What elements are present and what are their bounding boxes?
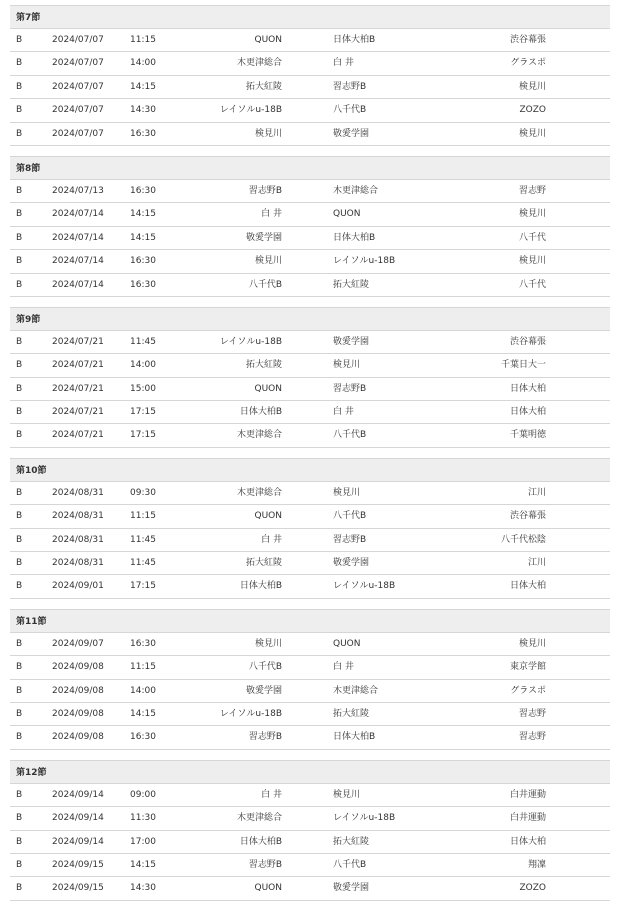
home-team-cell: 日体大柏B	[239, 836, 282, 847]
away-team-cell: 八千代B	[333, 511, 367, 522]
venue-cell: グラスポ	[510, 58, 546, 69]
venue-cell: ZOZO	[519, 883, 546, 894]
division-cell: B	[16, 336, 23, 347]
away-team-cell: レイソルu-18B	[333, 813, 396, 824]
date-cell: 2024/08/31	[52, 487, 104, 498]
time-cell: 14:30	[130, 105, 156, 116]
division-cell: B	[16, 407, 23, 418]
away-team-cell: 習志野B	[333, 81, 367, 92]
away-team-cell: 検見川	[333, 360, 361, 371]
division-cell: B	[16, 430, 23, 441]
match-row	[10, 726, 610, 749]
round-title: 第11節	[10, 609, 610, 633]
venue-cell: 日体大柏	[509, 407, 546, 418]
division-cell: B	[16, 360, 23, 371]
venue-cell: 千葉明徳	[509, 430, 546, 441]
time-cell: 16:30	[130, 279, 156, 290]
venue-cell: グラスポ	[510, 685, 546, 696]
away-team-cell: 拓大紅陵	[333, 708, 370, 719]
home-team-cell: 木更津総合	[236, 430, 282, 441]
away-team-cell: 拓大紅陵	[333, 836, 370, 847]
venue-cell: 白井運動	[509, 789, 546, 800]
date-cell: 2024/07/07	[52, 105, 104, 116]
home-team-cell: 白 井	[261, 209, 282, 220]
time-cell: 17:15	[130, 407, 156, 418]
division-cell: B	[16, 558, 23, 569]
match-row	[10, 784, 610, 807]
division-cell: B	[16, 789, 23, 800]
division-cell: B	[16, 534, 23, 545]
match-row	[10, 29, 610, 52]
away-team-cell: QUON	[333, 638, 361, 649]
date-cell: 2024/08/31	[52, 534, 104, 545]
home-team-cell: レイソルu-18B	[219, 336, 282, 347]
away-team-cell: QUON	[333, 209, 361, 220]
home-team-cell: 習志野B	[248, 732, 282, 743]
division-cell: B	[16, 383, 23, 394]
home-team-cell: 拓大紅陵	[245, 81, 282, 92]
away-team-cell: 白 井	[333, 662, 354, 673]
match-row	[10, 854, 610, 877]
away-team-cell: 白 井	[333, 58, 354, 69]
venue-cell: 八千代松陰	[500, 534, 546, 545]
match-row	[10, 831, 610, 854]
home-team-cell: 検見川	[254, 256, 282, 267]
away-team-cell: 八千代B	[333, 859, 367, 870]
venue-cell: 検見川	[518, 128, 546, 139]
time-cell: 14:30	[130, 883, 156, 894]
match-row	[10, 99, 610, 122]
round-section	[10, 5, 610, 146]
away-team-cell: 検見川	[333, 487, 361, 498]
match-row	[10, 52, 610, 75]
home-team-cell: 木更津総合	[236, 487, 282, 498]
time-cell: 11:30	[130, 813, 156, 824]
match-row	[10, 401, 610, 424]
date-cell: 2024/07/21	[52, 383, 104, 394]
time-cell: 11:15	[130, 511, 156, 522]
away-team-cell: 習志野B	[333, 383, 367, 394]
division-cell: B	[16, 836, 23, 847]
away-team-cell: レイソルu-18B	[333, 581, 396, 592]
home-team-cell: 検見川	[254, 638, 282, 649]
away-team-cell: 白 井	[333, 407, 354, 418]
away-team-cell: 習志野B	[333, 534, 367, 545]
away-team-cell: 敬愛学園	[333, 883, 370, 894]
division-cell: B	[16, 232, 23, 243]
home-team-cell: 木更津総合	[236, 813, 282, 824]
division-cell: B	[16, 638, 23, 649]
away-team-cell: 日体大柏B	[333, 732, 376, 743]
date-cell: 2024/07/14	[52, 256, 104, 267]
time-cell: 09:30	[130, 487, 156, 498]
match-row	[10, 656, 610, 679]
division-cell: B	[16, 511, 23, 522]
division-cell: B	[16, 35, 23, 45]
date-cell: 2024/07/21	[52, 407, 104, 418]
date-cell: 2024/07/14	[52, 279, 104, 290]
division-cell: B	[16, 487, 23, 498]
match-row	[10, 227, 610, 250]
venue-cell: 八千代	[518, 232, 546, 243]
division-cell: B	[16, 685, 23, 696]
division-cell: B	[16, 105, 23, 116]
home-team-cell: レイソルu-18B	[219, 105, 282, 116]
away-team-cell: 検見川	[333, 789, 361, 800]
time-cell: 14:15	[130, 232, 156, 243]
date-cell: 2024/09/14	[52, 836, 104, 847]
home-team-cell: 白 井	[261, 534, 282, 545]
time-cell: 14:00	[130, 58, 156, 69]
time-cell: 17:15	[130, 581, 156, 592]
round-title: 第12節	[10, 760, 610, 784]
time-cell: 14:15	[130, 859, 156, 870]
home-team-cell: 八千代B	[248, 662, 282, 673]
round-title: 第10節	[10, 458, 610, 482]
date-cell: 2024/09/01	[52, 581, 104, 592]
date-cell: 2024/07/07	[52, 35, 104, 45]
home-team-cell: 習志野B	[248, 185, 282, 196]
match-row	[10, 552, 610, 575]
division-cell: B	[16, 662, 23, 673]
date-cell: 2024/07/14	[52, 209, 104, 220]
date-cell: 2024/09/07	[52, 638, 104, 649]
match-row	[10, 331, 610, 354]
away-team-cell: 敬愛学園	[333, 128, 370, 139]
home-team-cell: 敬愛学園	[245, 685, 282, 696]
match-row	[10, 203, 610, 226]
match-row	[10, 378, 610, 401]
away-team-cell: 敬愛学園	[333, 558, 370, 569]
match-row	[10, 180, 610, 203]
date-cell: 2024/07/14	[52, 232, 104, 243]
venue-cell: 習志野	[518, 185, 546, 196]
home-team-cell: QUON	[254, 511, 282, 522]
home-team-cell: レイソルu-18B	[219, 708, 282, 719]
time-cell: 16:30	[130, 732, 156, 743]
home-team-cell: 白 井	[261, 789, 282, 800]
venue-cell: 渋谷幕張	[509, 336, 546, 347]
date-cell: 2024/07/07	[52, 81, 104, 92]
round-section	[10, 458, 610, 599]
venue-cell: 日体大柏	[509, 581, 546, 592]
home-team-cell: 習志野B	[248, 859, 282, 870]
time-cell: 17:00	[130, 836, 156, 847]
date-cell: 2024/09/08	[52, 708, 104, 719]
venue-cell: 渋谷幕張	[509, 511, 546, 522]
venue-cell: 東京学館	[509, 662, 546, 673]
division-cell: B	[16, 128, 23, 139]
home-team-cell: 日体大柏B	[239, 407, 282, 418]
match-row	[10, 529, 610, 552]
away-team-cell: 敬愛学園	[333, 336, 370, 347]
venue-cell: 江川	[527, 558, 546, 569]
division-cell: B	[16, 58, 23, 69]
match-row	[10, 505, 610, 528]
home-team-cell: 拓大紅陵	[245, 360, 282, 371]
home-team-cell: 木更津総合	[236, 58, 282, 69]
time-cell: 14:00	[130, 360, 156, 371]
time-cell: 16:30	[130, 256, 156, 267]
match-row	[10, 354, 610, 377]
venue-cell: 渋谷幕張	[509, 35, 546, 45]
venue-cell: 千葉日大一	[500, 360, 546, 371]
division-cell: B	[16, 256, 23, 267]
match-row	[10, 877, 610, 900]
division-cell: B	[16, 185, 23, 196]
match-row	[10, 424, 610, 447]
venue-cell: 検見川	[518, 209, 546, 220]
away-team-cell: 八千代B	[333, 430, 367, 441]
venue-cell: ZOZO	[519, 105, 546, 116]
time-cell: 14:15	[130, 708, 156, 719]
date-cell: 2024/09/15	[52, 859, 104, 870]
time-cell: 14:15	[130, 209, 156, 220]
venue-cell: 翔凜	[527, 859, 546, 870]
match-row	[10, 76, 610, 99]
date-cell: 2024/07/21	[52, 360, 104, 371]
round-section	[10, 307, 610, 448]
match-schedule	[10, 5, 610, 911]
date-cell: 2024/08/31	[52, 511, 104, 522]
venue-cell: 江川	[527, 487, 546, 498]
date-cell: 2024/09/08	[52, 685, 104, 696]
home-team-cell: 拓大紅陵	[245, 558, 282, 569]
round-title: 第7節	[10, 5, 610, 29]
venue-cell: 検見川	[518, 638, 546, 649]
date-cell: 2024/09/08	[52, 662, 104, 673]
match-row	[10, 250, 610, 273]
away-team-cell: 日体大柏B	[333, 232, 376, 243]
time-cell: 11:15	[130, 662, 156, 673]
division-cell: B	[16, 883, 23, 894]
venue-cell: 日体大柏	[509, 836, 546, 847]
round-section	[10, 156, 610, 297]
time-cell: 11:45	[130, 558, 156, 569]
date-cell: 2024/07/07	[52, 128, 104, 139]
division-cell: B	[16, 813, 23, 824]
date-cell: 2024/09/14	[52, 789, 104, 800]
round-title: 第9節	[10, 307, 610, 331]
home-team-cell: QUON	[254, 383, 282, 394]
division-cell: B	[16, 581, 23, 592]
venue-cell: 検見川	[518, 81, 546, 92]
time-cell: 16:30	[130, 128, 156, 139]
time-cell: 11:45	[130, 336, 156, 347]
home-team-cell: 敬愛学園	[245, 232, 282, 243]
home-team-cell: 検見川	[254, 128, 282, 139]
match-row	[10, 482, 610, 505]
match-row	[10, 807, 610, 830]
date-cell: 2024/09/08	[52, 732, 104, 743]
round-section	[10, 760, 610, 901]
away-team-cell: レイソルu-18B	[333, 256, 396, 267]
time-cell: 15:00	[130, 383, 156, 394]
date-cell: 2024/09/14	[52, 813, 104, 824]
time-cell: 11:15	[130, 35, 156, 45]
division-cell: B	[16, 708, 23, 719]
date-cell: 2024/07/13	[52, 185, 104, 196]
venue-cell: 習志野	[518, 708, 546, 719]
home-team-cell: 日体大柏B	[239, 581, 282, 592]
venue-cell: 白井運動	[509, 813, 546, 824]
time-cell: 16:30	[130, 185, 156, 196]
time-cell: 17:15	[130, 430, 156, 441]
division-cell: B	[16, 209, 23, 220]
away-team-cell: 拓大紅陵	[333, 279, 370, 290]
match-row	[10, 703, 610, 726]
match-row	[10, 274, 610, 297]
venue-cell: 習志野	[518, 732, 546, 743]
away-team-cell: 木更津総合	[333, 185, 379, 196]
division-cell: B	[16, 81, 23, 92]
venue-cell: 八千代	[518, 279, 546, 290]
division-cell: B	[16, 732, 23, 743]
time-cell: 11:45	[130, 534, 156, 545]
round-section	[10, 609, 610, 750]
date-cell: 2024/09/15	[52, 883, 104, 894]
venue-cell: 日体大柏	[509, 383, 546, 394]
match-row	[10, 123, 610, 146]
away-team-cell: 八千代B	[333, 105, 367, 116]
match-row	[10, 575, 610, 598]
match-row	[10, 633, 610, 656]
time-cell: 09:00	[130, 789, 156, 800]
away-team-cell: 木更津総合	[333, 685, 379, 696]
date-cell: 2024/07/21	[52, 430, 104, 441]
date-cell: 2024/07/07	[52, 58, 104, 69]
division-cell: B	[16, 859, 23, 870]
time-cell: 16:30	[130, 638, 156, 649]
home-team-cell: 八千代B	[248, 279, 282, 290]
round-title: 第8節	[10, 156, 610, 180]
home-team-cell: QUON	[254, 883, 282, 894]
date-cell: 2024/08/31	[52, 558, 104, 569]
time-cell: 14:15	[130, 81, 156, 92]
away-team-cell: 日体大柏B	[333, 35, 376, 45]
date-cell: 2024/07/21	[52, 336, 104, 347]
time-cell: 14:00	[130, 685, 156, 696]
division-cell: B	[16, 279, 23, 290]
home-team-cell: QUON	[254, 35, 282, 45]
match-row	[10, 680, 610, 703]
venue-cell: 検見川	[518, 256, 546, 267]
